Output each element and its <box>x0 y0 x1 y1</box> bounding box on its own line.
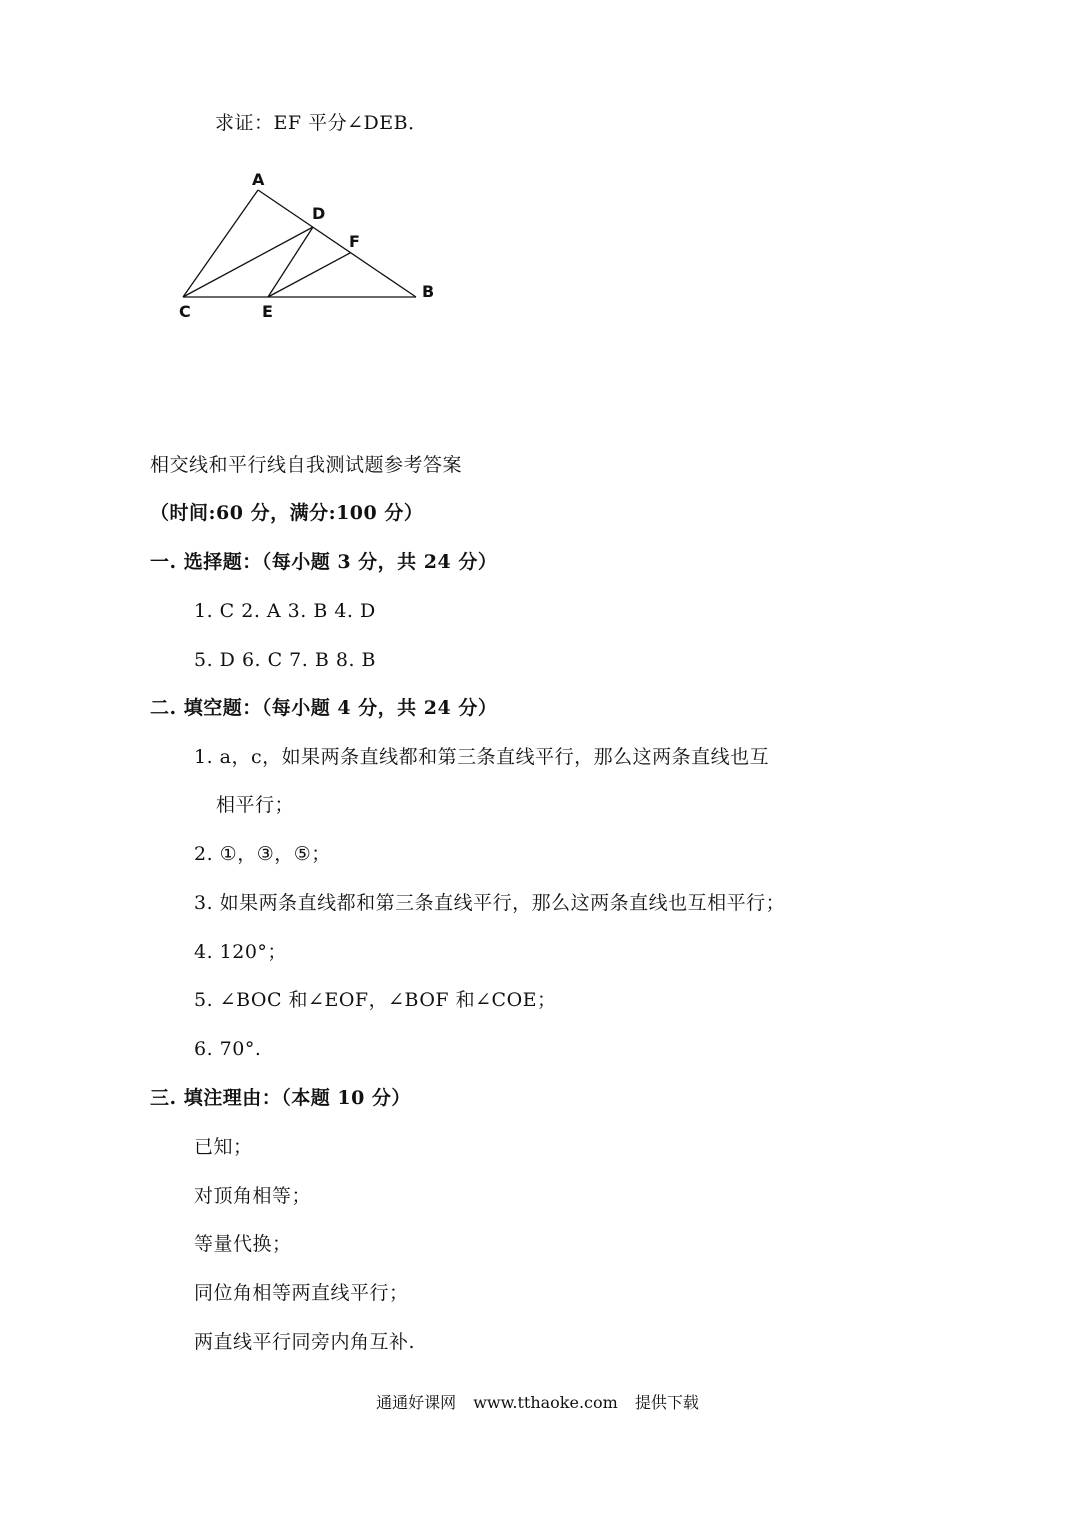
label-e: E <box>262 302 273 321</box>
footer-url[interactable]: www.tthaoke.com <box>473 1393 618 1412</box>
section2-item4: 4. 120°； <box>194 941 287 963</box>
footer-suffix: 提供下载 <box>634 1393 699 1412</box>
section3-heading: 三. 填注理由：（本题 10 分） <box>150 1087 411 1109</box>
triangle-diagram <box>170 165 450 325</box>
section2-heading: 二. 填空题：（每小题 4 分，共 24 分） <box>150 697 498 719</box>
section2-item6: 6. 70°. <box>194 1038 262 1060</box>
label-a: A <box>252 170 265 189</box>
geometry-figure <box>170 165 450 325</box>
section3-reason-5: 两直线平行同旁内角互补. <box>194 1331 416 1353</box>
footer-site-name: 通通好课网 <box>376 1393 457 1412</box>
label-d: D <box>312 204 326 223</box>
label-b: B <box>422 282 435 301</box>
section3-reason-2: 对顶角相等； <box>194 1185 312 1207</box>
page-footer <box>0 1392 1075 1414</box>
section2-item1-line1: 1. a，c，如果两条直线都和第三条直线平行，那么这两条直线也互 <box>194 746 770 768</box>
section2-item5: 5. ∠BOC 和∠EOF，∠BOF 和∠COE； <box>194 989 557 1011</box>
answers-meta: （时间:60 分，满分:100 分） <box>150 502 424 524</box>
section1-heading: 一. 选择题：（每小题 3 分，共 24 分） <box>150 551 498 573</box>
label-f: F <box>349 232 360 251</box>
segment-ac <box>183 190 258 297</box>
prove-statement: 求证：EF 平分∠DEB． <box>215 112 428 134</box>
answers-title: 相交线和平行线自我测试题参考答案 <box>150 454 463 476</box>
section1-row-1: 1. C 2. A 3. B 4. D <box>194 600 376 622</box>
segment-ef <box>268 253 350 297</box>
section1-row-2: 5. D 6. C 7. B 8. B <box>194 649 376 671</box>
section3-reason-1: 已知； <box>194 1136 253 1158</box>
section2-item1-line2: 相平行； <box>216 794 295 816</box>
section2-item2: 2. ①，③，⑤； <box>194 843 331 865</box>
section3-reason-3: 等量代换； <box>194 1233 292 1255</box>
segment-cd <box>183 227 313 297</box>
segment-de <box>268 227 313 297</box>
section2-item3: 3. 如果两条直线都和第三条直线平行，那么这两条直线也互相平行； <box>194 892 786 914</box>
section3-reason-4: 同位角相等两直线平行； <box>194 1282 409 1304</box>
label-c: C <box>179 302 191 321</box>
